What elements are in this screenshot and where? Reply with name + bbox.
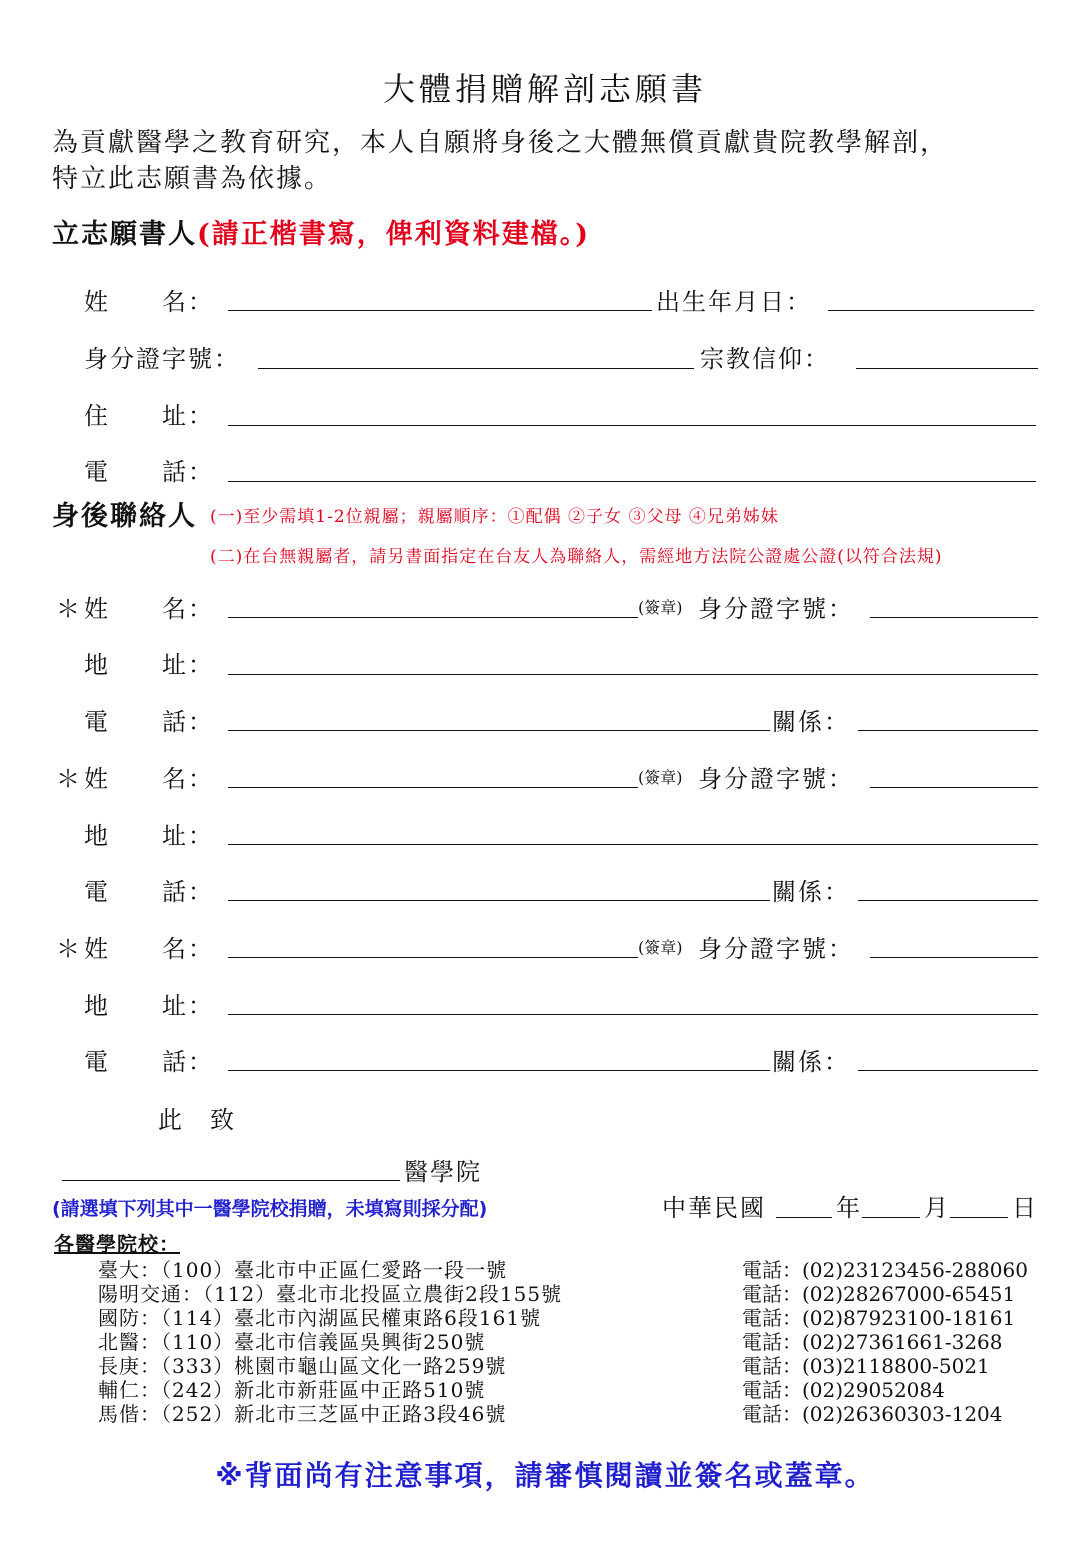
contact-2-star: ＊ <box>56 765 82 793</box>
donor-id-field[interactable] <box>258 368 694 369</box>
school-phone: 電話：(02)23123456-288060 <box>742 1258 1028 1282</box>
contact-2-phone-field[interactable] <box>228 900 770 901</box>
contact-1-name-label: 姓 名： <box>84 595 214 623</box>
contact-1-name-field[interactable] <box>228 617 638 618</box>
contact-2-address-label: 地 址： <box>84 822 214 850</box>
school-address: 長庚：（333）桃園市龜山區文化一路259號 <box>98 1354 507 1378</box>
contact-3-relation-label: 關係： <box>772 1048 850 1076</box>
contact-2-address-field[interactable] <box>228 844 1038 845</box>
form-title: 大體捐贈解剖志願書 <box>382 70 707 108</box>
date-month-field[interactable] <box>862 1217 920 1218</box>
school-phone: 電話：(02)26360303-1204 <box>742 1402 1003 1426</box>
contact-3-star: ＊ <box>56 935 82 963</box>
donor-address-label: 住 址： <box>84 402 214 430</box>
contact-1-id-field[interactable] <box>870 617 1038 618</box>
school-phone: 電話：(02)87923100-18161 <box>742 1306 1016 1330</box>
contact-3-name-field[interactable] <box>228 957 638 958</box>
school-address: 輔仁：（242）新北市新莊區中正路510號 <box>98 1378 486 1402</box>
contact-3-id-field[interactable] <box>870 957 1038 958</box>
contact-1-address-field[interactable] <box>228 674 1038 675</box>
contact-2-name-label: 姓 名： <box>84 765 214 793</box>
donor-heading-note: (請正楷書寫，俾利資料建檔。) <box>197 219 591 250</box>
college-name-field[interactable] <box>62 1180 400 1181</box>
date-month-label: 月 <box>924 1194 950 1222</box>
date-year-label: 年 <box>836 1194 862 1222</box>
intro-line-2: 特立此志願書為依據。 <box>52 164 333 194</box>
school-address: 臺大：（100）臺北市中正區仁愛路一段一號 <box>98 1258 508 1282</box>
donor-birth-label: 出生年月日： <box>656 288 812 316</box>
choose-school-note: (請選填下列其中一醫學院校捐贈，未填寫則採分配) <box>52 1198 488 1220</box>
contact-1-star: ＊ <box>56 595 82 623</box>
date-prefix: 中華民國 <box>662 1194 766 1222</box>
contact-3-id-label: 身分證字號： <box>698 935 854 963</box>
schools-heading: 各醫學院校： <box>54 1232 180 1256</box>
contact-note-2: (二)在台無親屬者，請另書面指定在台友人為聯絡人，需經地方法院公證處公證(以符合法規) <box>210 547 943 567</box>
contact-3-address-label: 地 址： <box>84 992 214 1020</box>
contact-heading: 身後聯絡人 <box>52 501 197 532</box>
contact-1-phone-field[interactable] <box>228 730 770 731</box>
school-address: 陽明交通：（112）臺北市北投區立農街2段155號 <box>98 1282 563 1306</box>
contact-2-id-label: 身分證字號： <box>698 765 854 793</box>
closing-to: 此 致 <box>158 1106 236 1134</box>
intro-line-1: 為貢獻醫學之教育研究，本人自願將身後之大體無償貢獻貴院教學解剖， <box>52 128 949 158</box>
donor-heading-text: 立志願書人 <box>52 219 197 250</box>
school-address: 北醫：（110）臺北市信義區吳興街250號 <box>98 1330 486 1354</box>
donor-religion-label: 宗教信仰： <box>700 345 830 373</box>
contact-3-relation-field[interactable] <box>858 1070 1038 1071</box>
date-day-field[interactable] <box>950 1217 1008 1218</box>
date-year-field[interactable] <box>776 1217 832 1218</box>
donor-name-label: 姓 名： <box>84 288 214 316</box>
school-phone: 電話：(02)27361661-3268 <box>742 1330 1003 1354</box>
contact-2-relation-field[interactable] <box>858 900 1038 901</box>
date-day-label: 日 <box>1012 1194 1038 1222</box>
contact-1-id-label: 身分證字號： <box>698 595 854 623</box>
donor-heading <box>52 212 590 251</box>
contact-3-phone-field[interactable] <box>228 1070 770 1071</box>
contact-3-phone-label: 電 話： <box>84 1048 214 1076</box>
school-address: 馬偕：（252）新北市三芝區中正路3段46號 <box>98 1402 507 1426</box>
college-suffix: 醫學院 <box>404 1158 482 1186</box>
footer-warning: ※背面尚有注意事項，請審慎閱讀並簽名或蓋章。 <box>215 1459 875 1492</box>
contact-1-relation-label: 關係： <box>772 708 850 736</box>
donor-name-field[interactable] <box>228 310 652 311</box>
contact-2-phone-label: 電 話： <box>84 878 214 906</box>
contact-note-1: (一)至少需填1-2位親屬；親屬順序：①配偶 ②子女 ③父母 ④兄弟姊妹 <box>210 507 779 527</box>
school-phone: 電話：(02)28267000-65451 <box>742 1282 1016 1306</box>
school-address: 國防：（114）臺北市內湖區民權東路6段161號 <box>98 1306 542 1330</box>
donor-religion-field[interactable] <box>856 368 1038 369</box>
contact-2-sign-label: (簽章) <box>638 768 683 787</box>
contact-1-relation-field[interactable] <box>858 730 1038 731</box>
contact-3-name-label: 姓 名： <box>84 935 214 963</box>
school-phone: 電話：(03)2118800-5021 <box>742 1354 990 1378</box>
contact-1-sign-label: (簽章) <box>638 598 683 617</box>
contact-1-address-label: 地 址： <box>84 651 214 679</box>
contact-3-sign-label: (簽章) <box>638 938 683 957</box>
contact-2-relation-label: 關係： <box>772 878 850 906</box>
contact-2-name-field[interactable] <box>228 787 638 788</box>
donor-id-label: 身分證字號： <box>84 345 240 373</box>
contact-1-phone-label: 電 話： <box>84 708 214 736</box>
contact-2-id-field[interactable] <box>870 787 1038 788</box>
donor-phone-label: 電 話： <box>84 458 214 486</box>
contact-3-address-field[interactable] <box>228 1014 1038 1015</box>
school-phone: 電話：(02)29052084 <box>742 1378 945 1402</box>
donor-birth-field[interactable] <box>828 310 1034 311</box>
donor-address-field[interactable] <box>228 425 1036 426</box>
donor-phone-field[interactable] <box>228 481 1036 482</box>
